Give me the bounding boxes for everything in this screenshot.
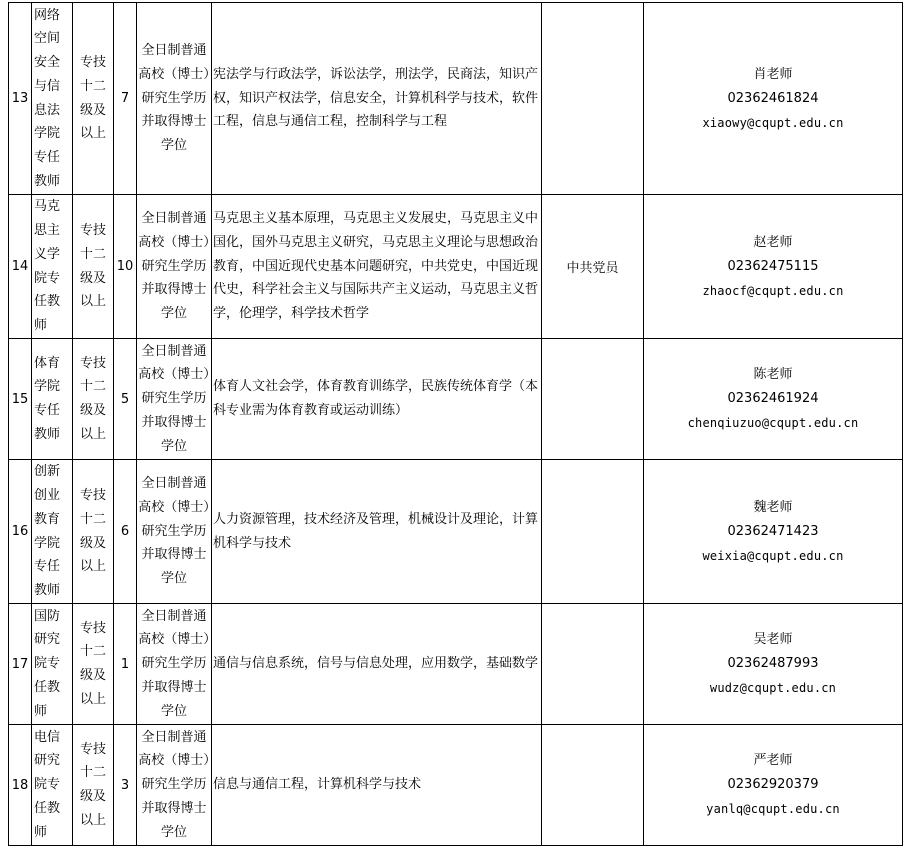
row-number: 14 bbox=[9, 195, 32, 339]
job-level: 专技十二级及以上 bbox=[73, 3, 114, 195]
contact-email[interactable]: xiaowy@cqupt.edu.cn bbox=[702, 115, 844, 130]
education-requirement: 全日制普通高校（博士）研究生学历并取得博士学位 bbox=[137, 460, 212, 604]
education-requirement: 全日制普通高校（博士）研究生学历并取得博士学位 bbox=[137, 3, 212, 195]
position-name: 马克思主义学院专任教师 bbox=[32, 195, 73, 339]
education-requirement: 全日制普通高校（博士）研究生学历并取得博士学位 bbox=[137, 604, 212, 725]
major-requirement: 信息与通信工程，计算机科学与技术 bbox=[212, 725, 542, 846]
job-level: 专技十二级及以上 bbox=[73, 195, 114, 339]
job-level: 专技十二级及以上 bbox=[73, 725, 114, 846]
contact-phone: 02362920379 bbox=[727, 777, 819, 792]
row-number: 17 bbox=[9, 604, 32, 725]
contact-phone: 02362475115 bbox=[727, 258, 819, 274]
hiring-count: 1 bbox=[114, 604, 137, 725]
education-requirement: 全日制普通高校（博士）研究生学历并取得博士学位 bbox=[137, 339, 212, 460]
row-number: 15 bbox=[9, 339, 32, 460]
contact-cell bbox=[644, 195, 903, 339]
contact-cell bbox=[644, 339, 903, 460]
table-row bbox=[9, 604, 903, 725]
row-number: 18 bbox=[9, 725, 32, 846]
recruitment-table bbox=[8, 2, 903, 846]
other-requirement bbox=[542, 3, 644, 195]
contact-email[interactable]: yanlq@cqupt.edu.cn bbox=[706, 802, 840, 816]
row-number: 13 bbox=[9, 3, 32, 195]
table-row bbox=[9, 460, 903, 604]
table-row bbox=[9, 3, 903, 195]
major-requirement: 体育人文社会学，体育教育训练学，民族传统体育学（本科专业需为体育教育或运动训练） bbox=[212, 339, 542, 460]
hiring-count: 10 bbox=[114, 195, 137, 339]
other-requirement bbox=[542, 339, 644, 460]
row-number: 16 bbox=[9, 460, 32, 604]
hiring-count: 6 bbox=[114, 460, 137, 604]
contact-email[interactable]: chenqiuzuo@cqupt.edu.cn bbox=[687, 416, 859, 430]
contact-phone: 02362471423 bbox=[727, 523, 819, 539]
education-requirement: 全日制普通高校（博士）研究生学历并取得博士学位 bbox=[137, 725, 212, 846]
job-level: 专技十二级及以上 bbox=[73, 460, 114, 604]
contact-cell bbox=[644, 725, 903, 846]
contact-name: 赵老师 bbox=[753, 234, 793, 250]
other-requirement: 中共党员 bbox=[542, 195, 644, 339]
contact-email[interactable]: zhaocf@cqupt.edu.cn bbox=[702, 283, 844, 298]
table-row bbox=[9, 725, 903, 846]
contact-name: 严老师 bbox=[753, 753, 793, 768]
contact-name: 肖老师 bbox=[753, 66, 793, 82]
contact-name: 陈老师 bbox=[753, 367, 793, 382]
contact-phone: 02362487993 bbox=[727, 656, 819, 671]
contact-name: 吴老师 bbox=[753, 632, 793, 647]
major-requirement: 人力资源管理，技术经济及管理，机械设计及理论，计算机科学与技术 bbox=[212, 460, 542, 604]
other-requirement bbox=[542, 725, 644, 846]
contact-cell bbox=[644, 3, 903, 195]
contact-phone: 02362461924 bbox=[727, 391, 819, 406]
table-row bbox=[9, 339, 903, 460]
education-requirement: 全日制普通高校（博士）研究生学历并取得博士学位 bbox=[137, 195, 212, 339]
major-requirement: 通信与信息系统，信号与信息处理，应用数学，基础数学 bbox=[212, 604, 542, 725]
major-requirement: 马克思主义基本原理，马克思主义发展史，马克思主义中国化，国外马克思主义研究，马克思主义理论与思想政治教育，中国近现代史基本问题研究，中共党史，中国近现代史，科学社会主义与国际共产主义运动，马克思主义哲学，伦理学，科学技术哲学 bbox=[212, 195, 542, 339]
contact-email[interactable]: wudz@cqupt.edu.cn bbox=[709, 681, 837, 695]
hiring-count: 7 bbox=[114, 3, 137, 195]
position-name: 创新创业教育学院专任教师 bbox=[32, 460, 73, 604]
other-requirement bbox=[542, 460, 644, 604]
contact-name: 魏老师 bbox=[753, 499, 793, 515]
major-requirement: 宪法学与行政法学，诉讼法学，刑法学，民商法，知识产权，知识产权法学，信息安全，计算机科学与技术，软件工程，信息与通信工程，控制科学与工程 bbox=[212, 3, 542, 195]
contact-phone: 02362461824 bbox=[727, 90, 819, 106]
position-name: 网络空间安全与信息法学院专任教师 bbox=[32, 3, 73, 195]
job-level: 专技十二级及以上 bbox=[73, 339, 114, 460]
other-requirement bbox=[542, 604, 644, 725]
hiring-count: 5 bbox=[114, 339, 137, 460]
contact-email[interactable]: weixia@cqupt.edu.cn bbox=[702, 548, 844, 563]
position-name: 电信研究院专任教师 bbox=[32, 725, 73, 846]
position-name: 国防研究院专任教师 bbox=[32, 604, 73, 725]
hiring-count: 3 bbox=[114, 725, 137, 846]
contact-cell bbox=[644, 604, 903, 725]
job-level: 专技十二级及以上 bbox=[73, 604, 114, 725]
contact-cell bbox=[644, 460, 903, 604]
table-row bbox=[9, 195, 903, 339]
position-name: 体育学院专任教师 bbox=[32, 339, 73, 460]
